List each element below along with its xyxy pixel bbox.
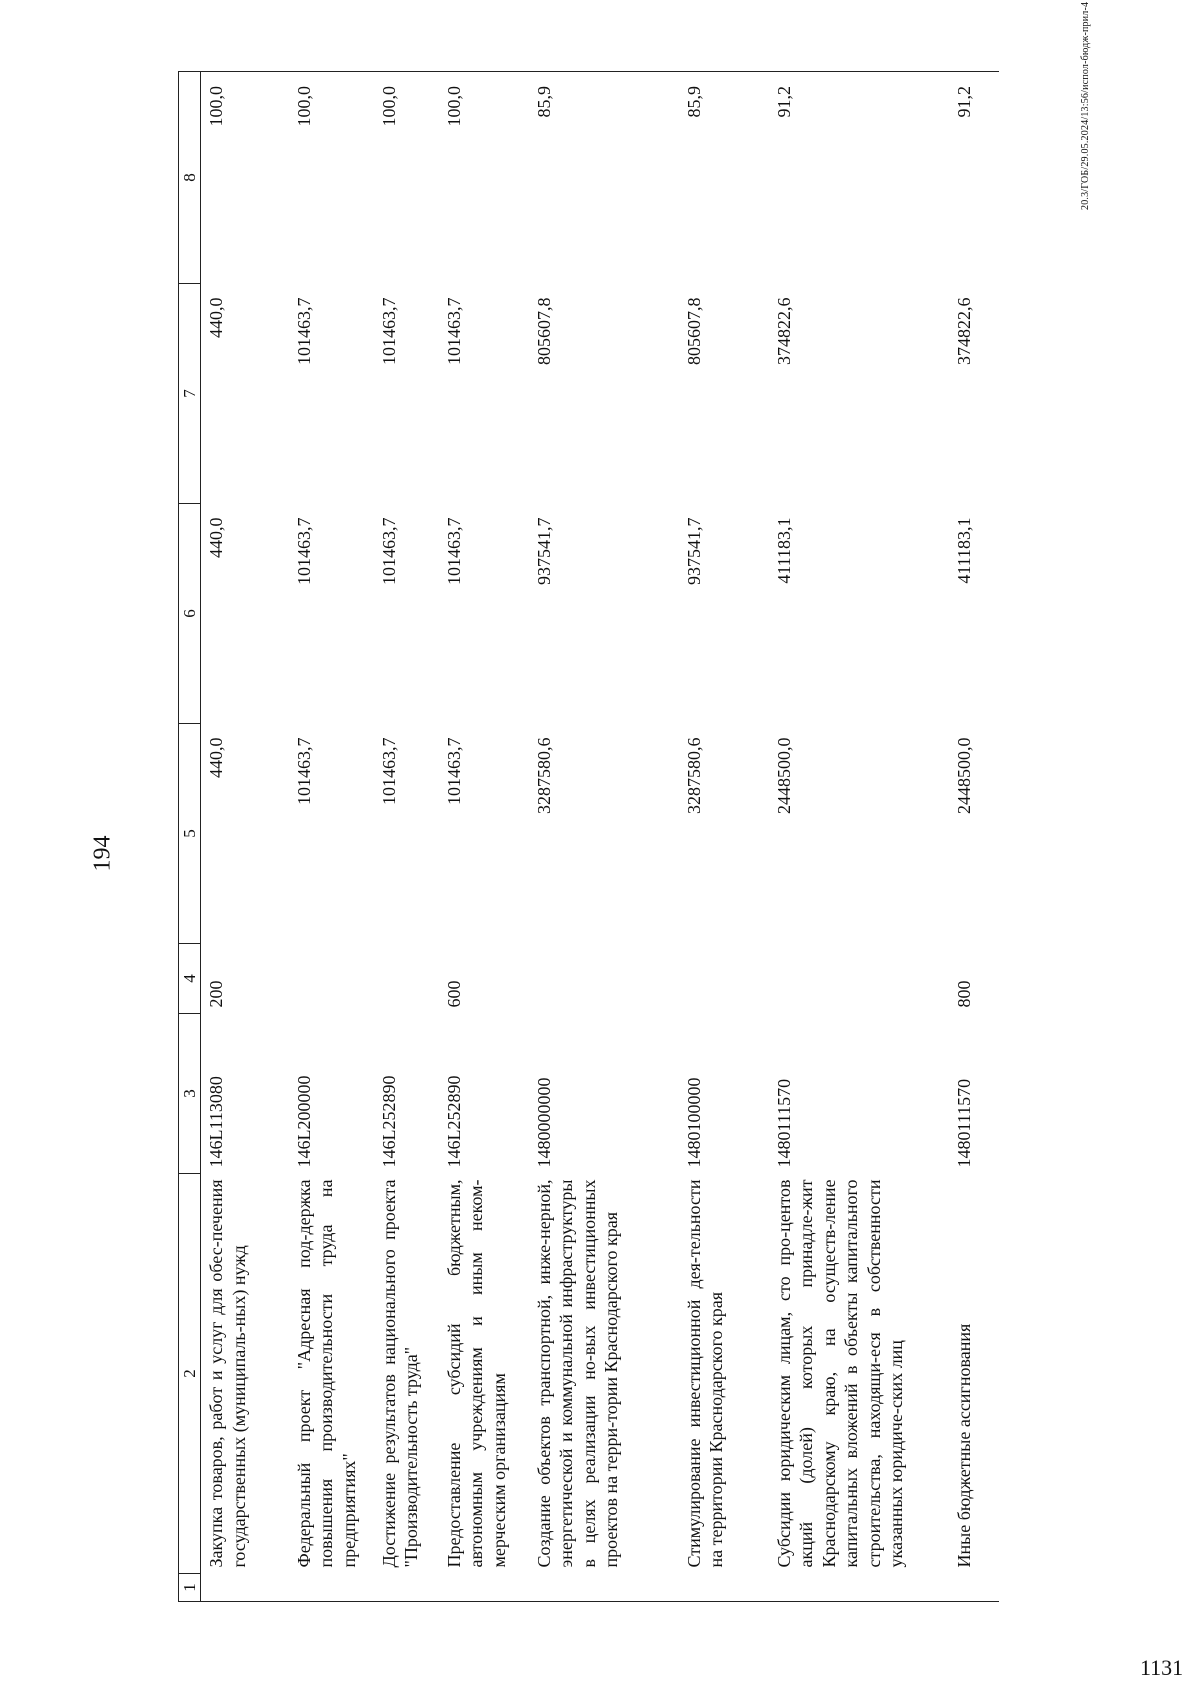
cell-value-8: 91,2 xyxy=(769,72,949,284)
table-row xyxy=(374,72,439,1602)
rotated-table-container xyxy=(178,72,998,1602)
cell-description: Федеральный проект "Адресная под-держка повышения производительности труда на предприятиях" xyxy=(293,1179,359,1568)
cell-type: 200 xyxy=(206,980,227,1008)
sheet-number: 1131 xyxy=(1140,1655,1184,1680)
cell-description: Предоставление субсидий бюджетным, автономным учреждениям и иным неком-мерческим организациям xyxy=(443,1179,509,1568)
cell-index xyxy=(289,1574,374,1602)
cell-value-8: 85,9 xyxy=(679,72,769,284)
cell-value-8: 100,0 xyxy=(374,72,439,284)
header-col-8: 8 xyxy=(179,72,201,284)
table-row xyxy=(289,72,374,1602)
cell-index xyxy=(949,1574,999,1602)
table-row xyxy=(949,72,999,1602)
cell-value-5: 101463,7 xyxy=(378,737,399,805)
cell-description: Создание объектов транспортной, инже-нерной, энергетической и коммунальной инфраструктуры в целях реализации но-вых инвестиционных проектов на терри-тории Краснодарского края xyxy=(533,1179,622,1568)
cell-index xyxy=(769,1574,949,1602)
footer-code: 20.3/ГОБ/29.05.2024/13:56/испол-бюдж-прил-4 xyxy=(1080,1,1091,210)
cell-index xyxy=(374,1574,439,1602)
cell-value-8: 85,9 xyxy=(529,72,679,284)
cell-code: 146L252890 xyxy=(443,1075,464,1168)
cell-value-6: 411183,1 xyxy=(953,517,974,584)
header-col-6: 6 xyxy=(179,504,201,724)
cell-index xyxy=(679,1574,769,1602)
header-col-7: 7 xyxy=(179,284,201,504)
table-row xyxy=(679,72,769,1602)
cell-value-7: 374822,6 xyxy=(773,297,794,365)
cell-value-6: 440,0 xyxy=(206,517,227,558)
table-row xyxy=(439,72,529,1602)
cell-value-7: 805607,8 xyxy=(683,297,704,365)
cell-value-6: 411183,1 xyxy=(773,517,794,584)
header-col-3: 3 xyxy=(179,1014,201,1174)
cell-value-6: 101463,7 xyxy=(443,517,464,585)
cell-value-6: 937541,7 xyxy=(683,517,704,585)
cell-value-7: 101463,7 xyxy=(443,297,464,365)
cell-value-7: 374822,6 xyxy=(953,297,974,365)
cell-code: 1480100000 xyxy=(683,1077,704,1168)
cell-index xyxy=(439,1574,529,1602)
header-col-4: 4 xyxy=(179,944,201,1014)
cell-description: Субсидии юридическим лицам, сто про-центов акций (долей) которых принадле-жит Краснодарскому краю, на осуществ-ление капитальных вложений в объекты капитального строительства, находящи-еся в собственности указанных юридиче-ских лиц xyxy=(773,1179,907,1568)
cell-description: Достижение результатов национального проекта "Производительность труда" xyxy=(378,1179,422,1568)
cell-description: Иные бюджетные ассигнования xyxy=(953,1323,974,1568)
table-row xyxy=(201,72,289,1602)
cell-type xyxy=(679,944,769,1014)
cell-index xyxy=(529,1574,679,1602)
cell-description: Закупка товаров, работ и услуг для обес-печения государственных (муниципаль-ных) нужд xyxy=(206,1179,249,1568)
cell-value-5: 101463,7 xyxy=(293,737,314,805)
cell-description: Стимулирование инвестиционной дея-тельности на территории Краснодарского края xyxy=(683,1179,727,1568)
cell-value-5: 2448500,0 xyxy=(773,737,794,814)
cell-value-5: 440,0 xyxy=(206,737,227,778)
cell-type xyxy=(529,944,679,1014)
cell-code: 1480111570 xyxy=(773,1078,794,1168)
cell-type xyxy=(374,944,439,1014)
cell-code: 1480000000 xyxy=(533,1077,554,1168)
cell-value-8: 100,0 xyxy=(289,72,374,284)
cell-type: 600 xyxy=(443,980,464,1008)
cell-value-7: 101463,7 xyxy=(378,297,399,365)
cell-type xyxy=(769,944,949,1014)
cell-value-6: 101463,7 xyxy=(293,517,314,585)
cell-value-7: 805607,8 xyxy=(533,297,554,365)
cell-value-5: 101463,7 xyxy=(443,737,464,805)
table-row xyxy=(769,72,949,1602)
cell-code: 146L200000 xyxy=(293,1075,314,1168)
header-col-2: 2 xyxy=(179,1174,201,1574)
page-number: 194 xyxy=(89,835,116,872)
header-row xyxy=(179,72,201,1602)
budget-table xyxy=(178,71,999,1602)
cell-value-5: 3287580,6 xyxy=(533,737,554,814)
cell-value-8: 100,0 xyxy=(439,72,529,284)
cell-code: 146L113080 xyxy=(206,1076,227,1168)
cell-code: 146L252890 xyxy=(378,1075,399,1168)
cell-value-8: 100,0 xyxy=(201,72,289,284)
cell-value-6: 937541,7 xyxy=(533,517,554,585)
cell-value-7: 440,0 xyxy=(206,297,227,338)
header-col-1: 1 xyxy=(179,1574,201,1602)
cell-code: 1480111570 xyxy=(953,1078,974,1168)
cell-value-6: 101463,7 xyxy=(378,517,399,585)
cell-value-5: 3287580,6 xyxy=(683,737,704,814)
cell-type xyxy=(289,944,374,1014)
cell-value-7: 101463,7 xyxy=(293,297,314,365)
cell-index xyxy=(201,1574,289,1602)
table-row xyxy=(529,72,679,1602)
cell-value-5: 2448500,0 xyxy=(953,737,974,814)
cell-value-8: 91,2 xyxy=(949,72,999,284)
cell-type: 800 xyxy=(953,980,974,1008)
header-col-5: 5 xyxy=(179,724,201,944)
